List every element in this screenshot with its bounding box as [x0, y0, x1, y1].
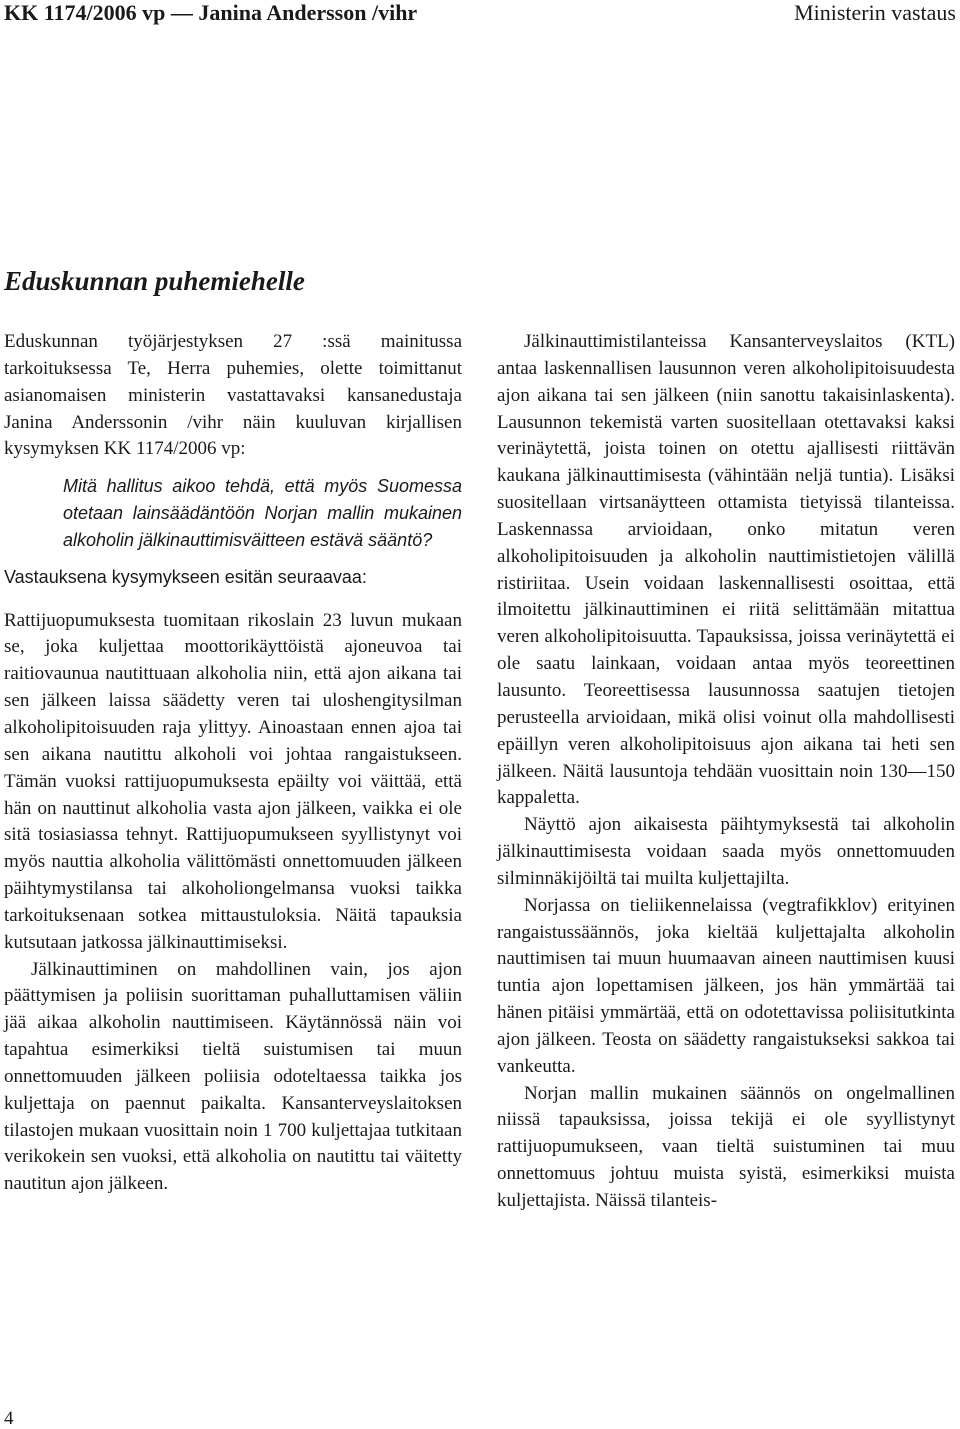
body-paragraph: Jälkinauttimistilanteissa Kansanterveyslaitos (KTL) antaa laskennallisen lausunnon veren alkoholipitoisuudesta ajon aikana tai sen jälkeen (niin sanottu takaisinlaskenta). Lausunnon tekemistä varten suositellaan otettavaksi kaksi verinäytettä, joista toinen on otettu ajallisesti riittävän kaukana jälkinauttimisesta (vähintään neljä tuntia). Lisäksi suositellaan virtsanäytteen ottamista tietyissä tilanteissa. Laskennassa arvioidaan, onko mitatun veren alkoholipitoisuuden ja alkoholin nauttimistietojen välillä ristiriitaa. Usein voidaan laskennallisesti osoittaa, että ilmoitettu jälkinauttiminen ei riitä selittämään mitattua veren alkoholipitoisuutta. Tapauksissa, joissa verinäytettä ei ole saatu lainkaan, voidaan antaa myös teoreettinen lausunto. Teoreettisessa lausunnossa saatujen tietojen perusteella arvioidaan, mikä olisi voinut olla mahdollisesti epäillyn veren alkoholipitoisuus ajon aikana tai heti sen jälkeen. Näitä lausuntoja tehdään vuosittain noin 130—150 kappaletta. — [497, 331, 955, 809]
body-paragraph: Näyttö ajon aikaisesta päihtymyksestä tai alkoholin jälkinauttimisesta voidaan saada myös onnettomuuden silminnäkijöiltä tai muilta kuljettajilta. — [497, 814, 955, 889]
document-header-title: KK 1174/2006 vp — Janina Andersson /vihr — [4, 0, 418, 25]
answer-lead: Vastauksena kysymykseen esitän seuraavaa: — [4, 566, 367, 587]
body-paragraph: Norjan mallin mukainen säännös on ongelmallinen niissä tapauksissa, joissa tekijä ei ole syyllistynyt rattijuopumukseen, vaan tieltä suistuminen tai muu onnettomuus johtuu muista syistä, esimerkiksi muista kuljettajista. Näissä tilanteis- — [497, 1082, 955, 1211]
document-header-section: Ministerin vastaus — [794, 0, 956, 25]
body-paragraph: Rattijuopumuksesta tuomitaan rikoslain 23 luvun mukaan se, joka kuljettaa moottorikäyttöistä ajoneuvoa tai raitiovaunua nautittuaan alkoholia niin, että ajon aikana tai sen jälkeen laissa säädetty veren tai uloshengitysilman alkoholipitoisuuden raja ylittyy. Ainoastaan ennen ajoa tai sen aikana nautittu alkoholi voi johtaa rangaistukseen. Tämän vuoksi rattijuopumuksesta epäilty voi väittää, että hän on nauttinut alkoholia vasta ajon jälkeen, vaikka ei ole sitä tosiasiassa tehnyt. Rattijuopumukseen syyllistynyt voi myös nauttia alkoholia välittömästi onnettomuuden jälkeen päihtymystilansa tai alkoholiongelmansa vuoksi taikka tarkoituksenaan sotkea mittaustuloksia. Näitä tapauksia kutsutaan jatkossa jälkinauttimiseksi. — [4, 609, 462, 953]
body-paragraph: Jälkinauttiminen on mahdollinen vain, jos ajon päättymisen ja poliisin suorittaman puhalluttamisen väliin jää aikaa alkoholin nauttimiseen. Käytännössä näin voi tapahtua esimerkiksi tieltä suistumisen tai muun onnettomuuden jälkeen poliisia odoteltaessa taikka jos kuljettaja on paennut paikalta. Kansanterveyslaitoksen tilastojen mukaan vuosittain noin 1 700 kuljettajaa tutkitaan verikokein sen vuoksi, että alkoholia on nautittu tai väitetty nautitun ajon jälkeen. — [4, 958, 462, 1195]
parliamentary-question: Mitä hallitus aikoo tehdä, että myös Suomessa otetaan lainsäädäntöön Norjan mallin mukainen alkoholin jälkinauttimisväitteen estävä sääntö? — [63, 476, 462, 550]
page-number: 4 — [4, 1408, 14, 1429]
right-text-column — [497, 329, 955, 1215]
body-paragraph: Norjassa on tieliikennelaissa (vegtrafikklov) erityinen rangaistussäännös, joka kieltää kuljettajalta alkoholin nauttimisen tai muun huumaavan aineen nauttimisen kuusi tuntia ajon lopettamisen jälkeen, jos hän ymmärtää tai hänen pitäisi ymmärtää, että on odotettavissa poliisitutkinta ajon jälkeen. Teosta on säädetty rangaistukseksi sakkoa tai vankeutta. — [497, 894, 955, 1077]
left-text-column — [4, 329, 462, 1198]
intro-paragraph: Eduskunnan työjärjestyksen 27 :ssä mainitussa tarkoituksessa Te, Herra puhemies, olette toimittanut asianomaisen ministerin vastattavaksi kansanedustaja Janina Anderssonin /vihr näin kuuluvan kirjallisen kysymyksen KK 1174/2006 vp: — [4, 331, 462, 460]
salutation-heading: Eduskunnan puhemiehelle — [4, 266, 305, 296]
